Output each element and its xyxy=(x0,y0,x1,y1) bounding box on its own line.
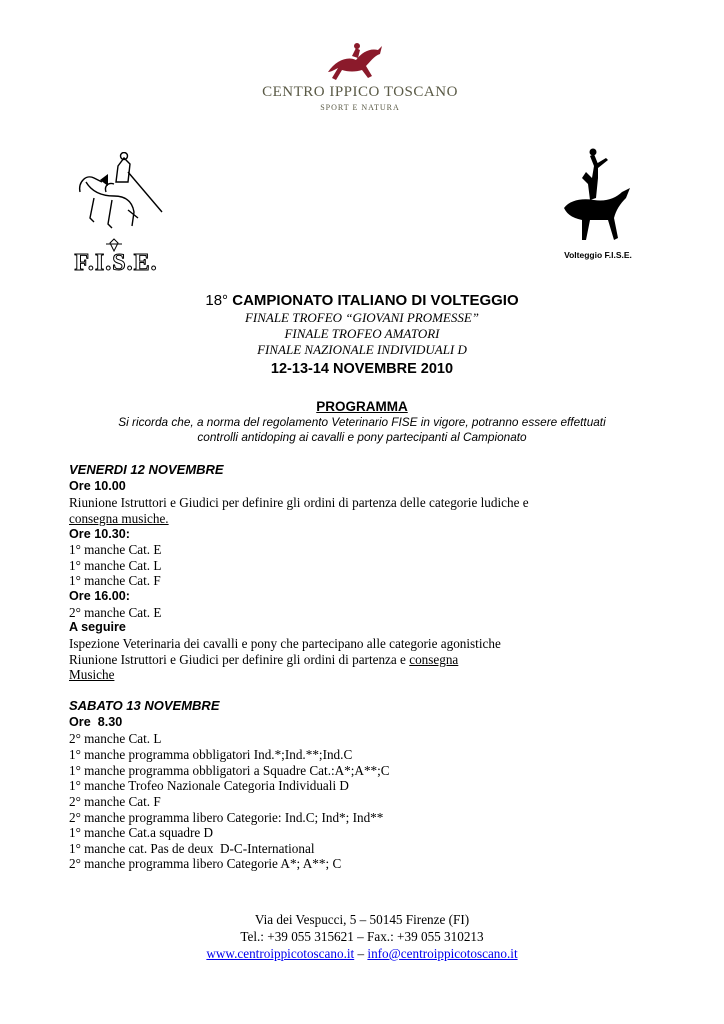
knight-on-horse-icon xyxy=(72,152,164,240)
friday-time-1030: Ore 10.30: xyxy=(69,527,130,541)
friday-heading: VENERDI 12 NOVEMBRE xyxy=(69,462,224,477)
footer-phones: Tel.: +39 055 315621 – Fax.: +39 055 310213 xyxy=(240,929,484,944)
saturday-heading: SABATO 13 NOVEMBRE xyxy=(69,698,220,713)
saturday-item: 2° manche Cat. F xyxy=(69,794,161,809)
antidoping-note-line2: controlli antidoping ai cavalli e pony partecipanti al Campionato xyxy=(197,430,527,444)
title-main: CAMPIONATO ITALIANO DI VOLTEGGIO xyxy=(232,292,519,309)
friday-item-cat-e: 1° manche Cat. E xyxy=(69,542,162,557)
centro-ippico-logo xyxy=(244,42,476,114)
footer-separator: – xyxy=(354,946,368,961)
friday-musiche: Musiche xyxy=(69,667,115,682)
friday-a-seguire: A seguire xyxy=(69,620,126,634)
friday-riunione-1: Riunione Istruttori e Giudici per definire gli ordini di partenza delle categorie ludiche e xyxy=(69,495,529,510)
saturday-item: 1° manche programma obbligatori Ind.*;Ind.**;Ind.C xyxy=(69,747,353,762)
fise-logo-text: F.I.S.E. xyxy=(74,250,158,276)
volteggio-logo xyxy=(548,148,648,264)
friday-time-1600: Ore 16.00: xyxy=(69,589,130,603)
volteggio-label: Volteggio F.I.S.E. xyxy=(564,250,632,260)
saturday-item: 2° manche programma libero Categorie A*; A**; C xyxy=(69,856,342,871)
friday-item-cat-f: 1° manche Cat. F xyxy=(69,573,161,588)
jumping-horse-icon xyxy=(322,42,388,84)
footer-address: Via dei Vespucci, 5 – 50145 Firenze (FI) xyxy=(254,912,470,927)
saturday-item: 2° manche Cat. L xyxy=(69,731,162,746)
friday-riunione-2-consegna: consegna xyxy=(409,652,459,667)
saturday-item: 1° manche cat. Pas de deux D-C-International xyxy=(69,841,315,856)
logo-tagline: SPORT E NATURA xyxy=(320,103,400,112)
saturday-item: 1° manche Trofeo Nazionale Categoria Individuali D xyxy=(69,778,349,793)
subtitle-giovani-promesse: FINALE TROFEO “GIOVANI PROMESSE” xyxy=(244,310,480,325)
website-link[interactable]: www.centroippicotoscano.it xyxy=(206,946,355,961)
subtitle-amatori: FINALE TROFEO AMATORI xyxy=(284,326,440,341)
fise-logo xyxy=(68,152,164,276)
friday-item-cat-l: 1° manche Cat. L xyxy=(69,558,162,573)
saturday-time-0830: Ore 8.30 xyxy=(69,715,123,729)
programma-heading-text: PROGRAMMA xyxy=(316,399,408,414)
friday-riunione-2 xyxy=(69,652,458,668)
programma-heading xyxy=(0,398,724,416)
vaulting-horse-icon xyxy=(560,148,632,244)
friday-riunione-2-text: Riunione Istruttori e Giudici per definire gli ordini di partenza e xyxy=(69,652,410,667)
saturday-item: 1° manche programma obbligatori a Squadre Cat.:A*;A**;C xyxy=(69,763,390,778)
email-link[interactable]: info@centroippicotoscano.it xyxy=(367,946,518,961)
footer-contacts xyxy=(0,946,724,962)
logo-name: CENTRO IPPICO TOSCANO xyxy=(244,84,476,101)
subtitle-individuali-d: FINALE NAZIONALE INDIVIDUALI D xyxy=(257,342,467,357)
saturday-item: 2° manche programma libero Categorie: Ind.C; Ind*; Ind** xyxy=(69,810,384,825)
title-number: 18° xyxy=(205,292,229,309)
event-dates: 12-13-14 NOVEMBRE 2010 xyxy=(270,361,454,377)
friday-item-2-cat-e: 2° manche Cat. E xyxy=(69,605,162,620)
friday-ispezione: Ispezione Veterinaria dei cavalli e pony che partecipano alle categorie agonistiche xyxy=(69,636,501,651)
friday-consegna-musiche: consegna musiche. xyxy=(69,511,169,526)
antidoping-note-line1: Si ricorda che, a norma del regolamento Veterinario FISE in vigore, potranno essere effettuati xyxy=(118,415,606,429)
page-title xyxy=(0,292,724,310)
friday-time-1000: Ore 10.00 xyxy=(69,479,126,493)
saturday-item: 1° manche Cat.a squadre D xyxy=(69,825,214,840)
